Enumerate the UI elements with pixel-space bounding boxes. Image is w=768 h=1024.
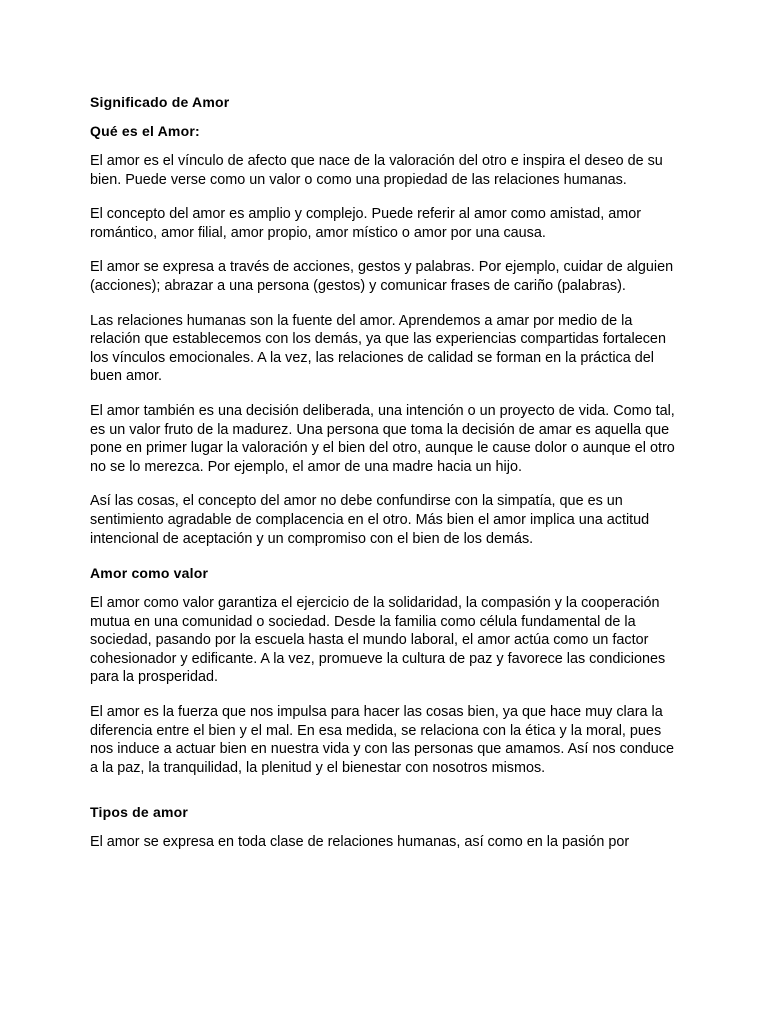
section-heading-tipos-de-amor: Tipos de amor: [90, 804, 189, 821]
paragraph: El amor se expresa a través de acciones, gestos y palabras. Por ejemplo, cuidar de alguien (acciones); abrazar a una persona (gestos) y comunicar frases de cariño (palabras).: [90, 259, 674, 294]
document-title: Significado de Amor: [90, 94, 230, 110]
paragraph: El concepto del amor es amplio y complejo. Puede referir al amor como amistad, amor romántico, amor filial, amor propio, amor místico o amor por una causa.: [90, 206, 642, 241]
section-heading-amor-como-valor: Amor como valor: [90, 565, 209, 582]
paragraph: Las relaciones humanas son la fuente del amor. Aprendemos a amar por medio de la relación que establecemos con los demás, ya que las experiencias compartidas fortalecen los vínculos emocionales. A la vez, las relaciones de calidad se forman en la práctica del buen amor.: [90, 312, 666, 385]
section-heading-que-es: Qué es el Amor:: [90, 123, 200, 139]
paragraph: Así las cosas, el concepto del amor no debe confundirse con la simpatía, que es un sentimiento agradable de complacencia en el otro. Más bien el amor implica una actitud intencional de aceptación y un compromiso con el bien de los demás.: [90, 493, 650, 547]
paragraph: El amor se expresa en toda clase de relaciones humanas, así como en la pasión por: [90, 834, 630, 851]
paragraph: El amor es la fuerza que nos impulsa para hacer las cosas bien, ya que hace muy clara la diferencia entre el bien y el mal. En esa medida, se relaciona con la ética y la moral, pues nos induce a actuar bien en nuestra vida y con las personas que amamos. Así nos conduce a la paz, la tranquilidad, la plenitud y el bienestar con nosotros mismos.: [90, 704, 674, 776]
document-page: [90, 93, 680, 868]
paragraph: El amor como valor garantiza el ejercicio de la solidaridad, la compasión y la cooperación mutua en una comunidad o sociedad. Desde la familia como célula fundamental de la sociedad, pasando por la escuela hasta el mundo laboral, el amor actúa como un factor cohesionador y edificante. A la vez, promueve la cultura de paz y favorece las condiciones para la prosperidad.: [90, 595, 666, 686]
paragraph: El amor también es una decisión deliberada, una intención o un proyecto de vida. Como tal, es un valor fruto de la madurez. Una persona que toma la decisión de amar es aquella que pone en primer lugar la valoración y el bien del otro, aunque le cause dolor o aunque el otro no se lo merezca. Por ejemplo, el amor de una madre hacia un hijo.: [90, 402, 675, 475]
paragraph: El amor es el vínculo de afecto que nace de la valoración del otro e inspira el deseo de su bien. Puede verse como un valor o como una propiedad de las relaciones humanas.: [90, 153, 663, 188]
